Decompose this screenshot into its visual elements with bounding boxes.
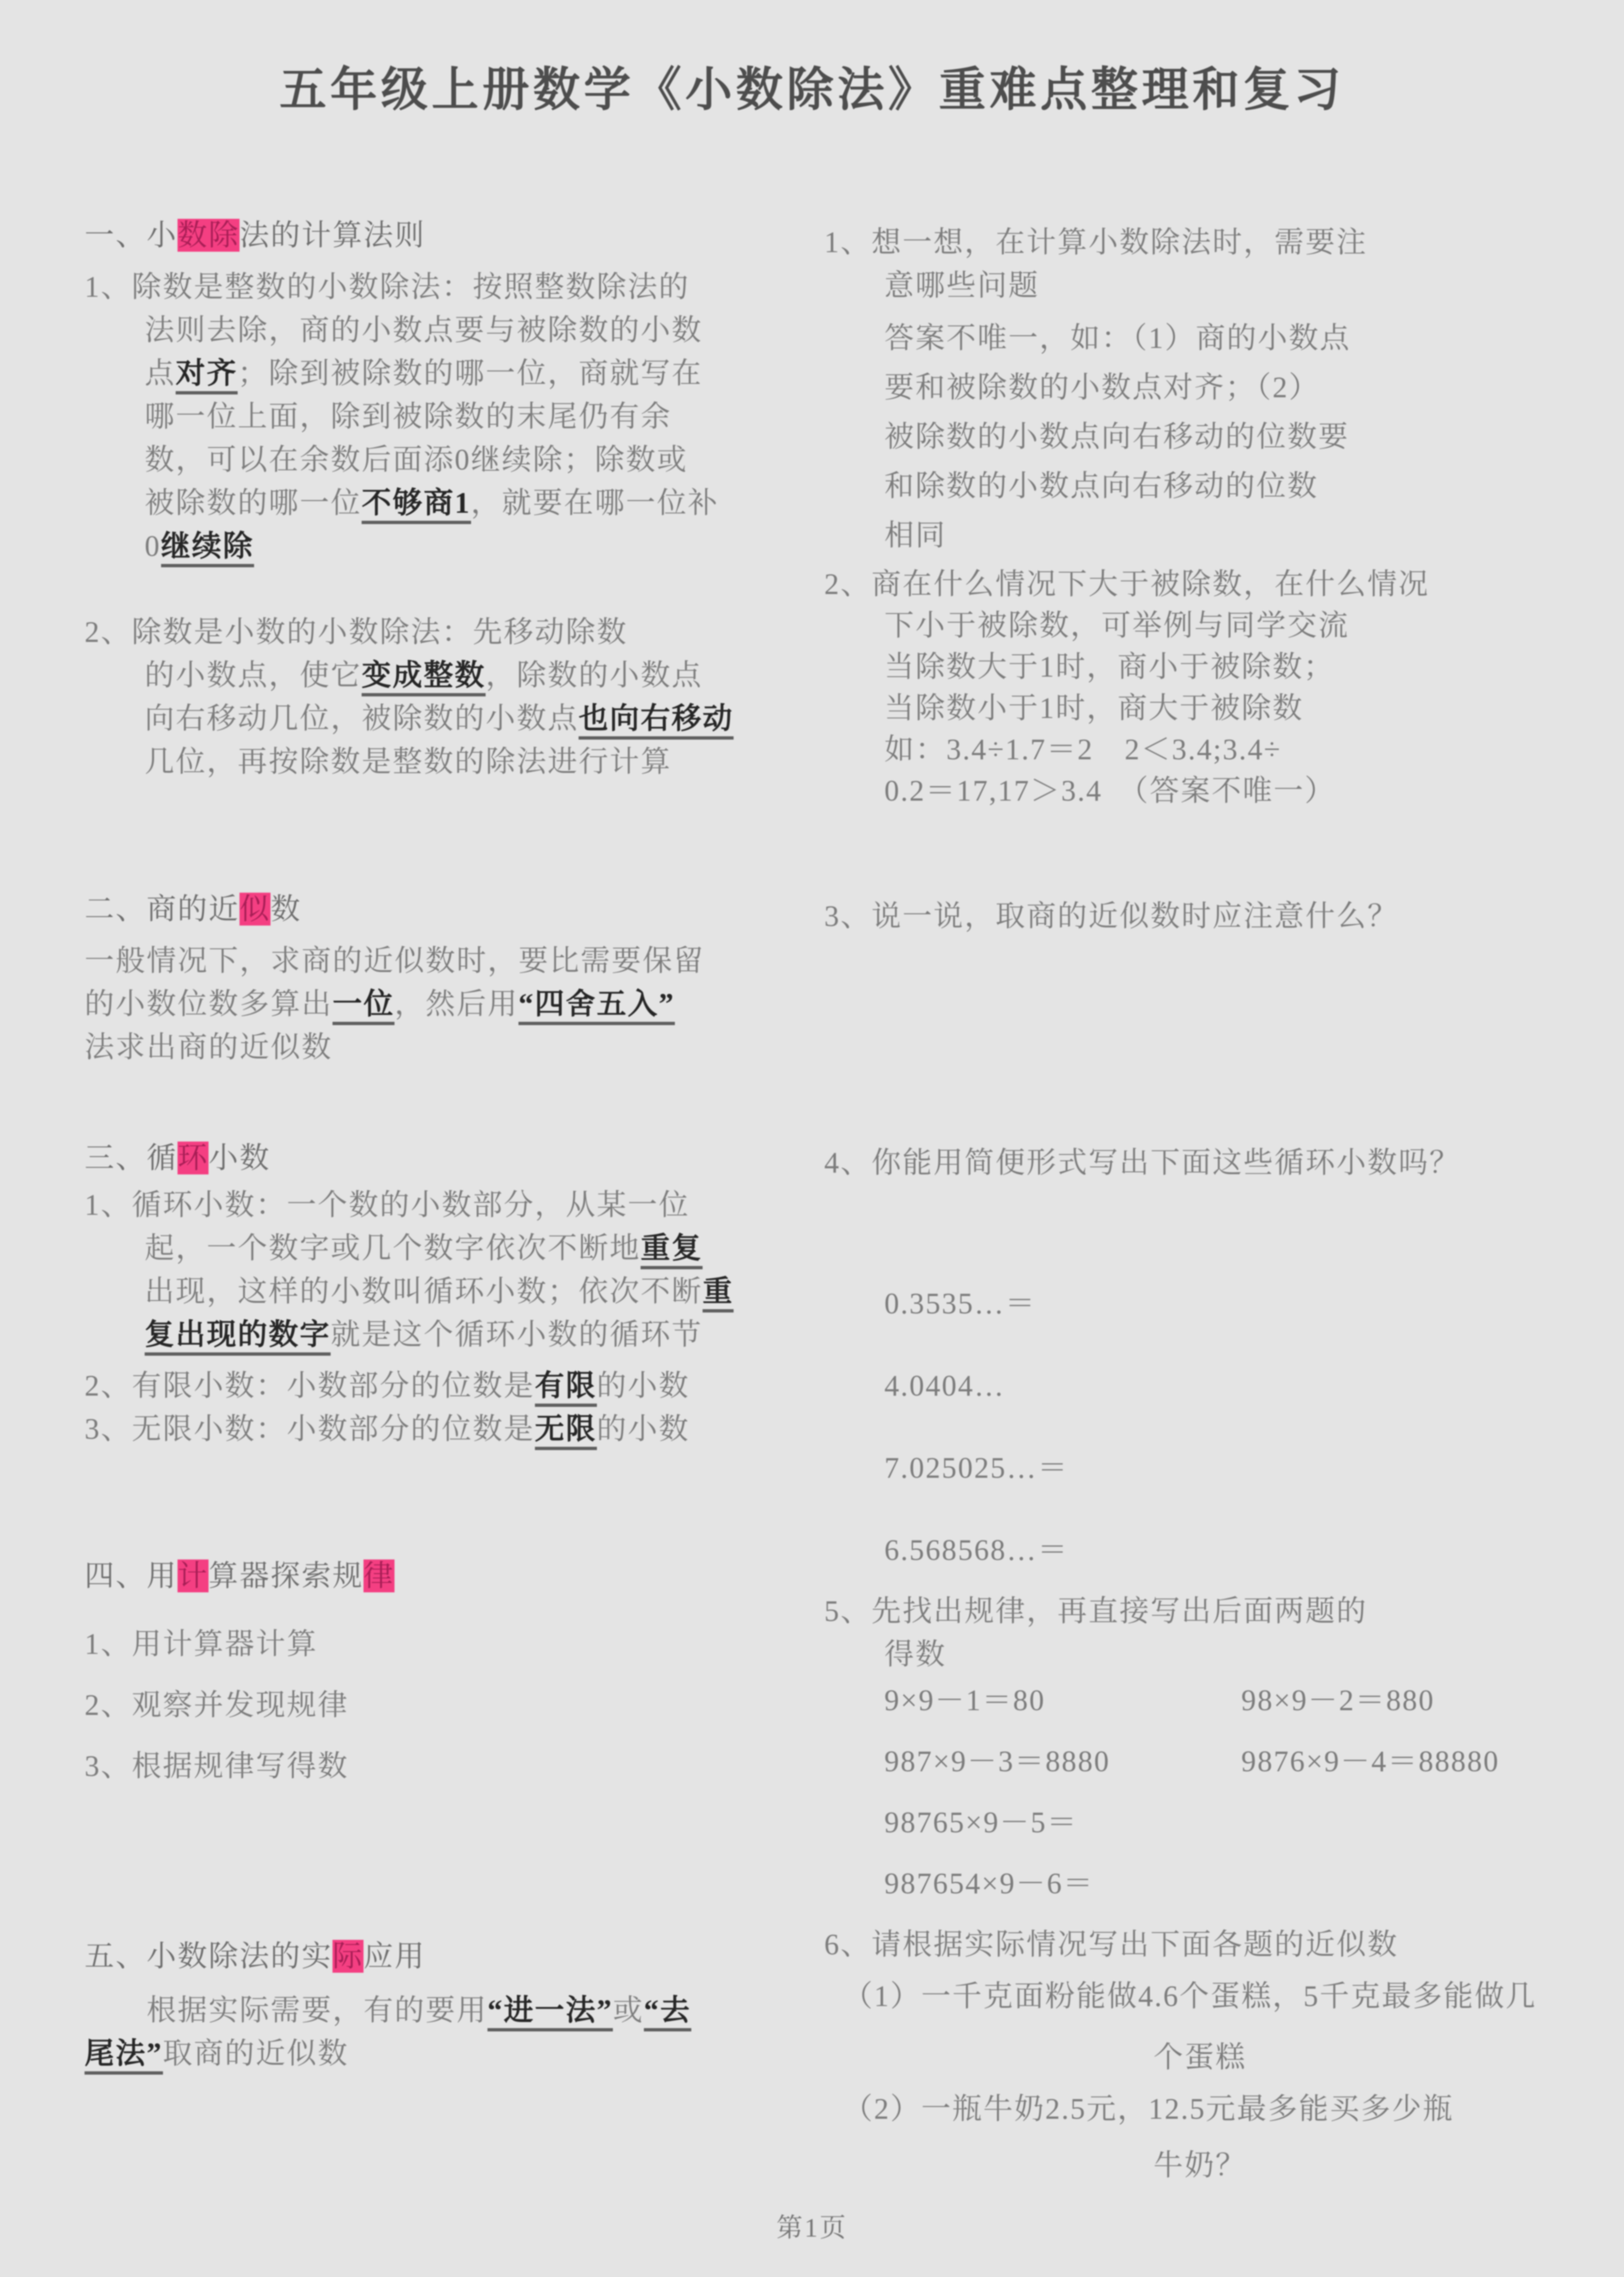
question-4: 4、你能用简便形式写出下面这些循环小数吗？ bbox=[824, 1146, 1461, 1179]
underlined-term: “进一法” bbox=[487, 1994, 613, 2031]
text-line: 的小数点，使它变成整数，除数的小数点 bbox=[85, 654, 824, 697]
text-line: 意哪些问题 bbox=[884, 269, 1039, 302]
text-line: 被除数的哪一位不够商1，就要在哪一位补 bbox=[85, 481, 824, 525]
section-heading-5: 五、小数除法的实际应用 bbox=[85, 1940, 425, 1973]
question-2 bbox=[824, 563, 1576, 811]
underlined-term: 尾法” bbox=[85, 2037, 163, 2075]
paragraph-rounding-quotient bbox=[85, 939, 824, 1069]
text-line-infinite-decimal: 3、无限小数：小数部分的位数是无限的小数 bbox=[85, 1407, 824, 1451]
text-line: 如：3.4÷1.7＝2 2＜3.4;3.4÷ bbox=[884, 733, 1282, 766]
text-line: 当除数大于1时，商小于被除数； bbox=[884, 650, 1335, 683]
text-line: 0.2＝17,17＞3.4 （答案不唯一） bbox=[884, 774, 1336, 807]
equation: 987654×9－6＝ bbox=[884, 1867, 1094, 1900]
text-line: 被除数的小数点向右移动的位数要 bbox=[884, 420, 1349, 453]
underlined-term: 重 bbox=[703, 1275, 734, 1312]
text-line: 当除数小于1时，商大于被除数 bbox=[884, 692, 1304, 725]
right-column bbox=[824, 0, 1576, 2187]
sub-question: （1）一千克面粉能做4.6个蛋糕，5千克最多能做几 bbox=[843, 1980, 1537, 2013]
text-line: 得数 bbox=[884, 1638, 946, 1671]
page-title-text: 五年级上册数学《小数除法》重难点整理和复习 bbox=[279, 64, 1345, 116]
text-line: 1、循环小数：一个数的小数部分，从某一位 bbox=[85, 1189, 690, 1221]
text-line: 1、想一想，在计算小数除法时，需要注 bbox=[824, 226, 1368, 259]
repeating-decimal-item: 4.0404… bbox=[884, 1369, 1005, 1402]
sub-question-continuation: 牛奶？ bbox=[1153, 2149, 1246, 2182]
underlined-term: 重复 bbox=[641, 1232, 703, 1269]
equation: 9876×9－4＝88880 bbox=[1241, 1745, 1500, 1778]
text-line: 5、先找出规律，再直接写出后面两题的 bbox=[824, 1595, 1368, 1628]
text-line: 和除数的小数点向右移动的位数 bbox=[884, 470, 1318, 502]
text-line: 向右移动几位，被除数的小数点也向右移动 bbox=[85, 697, 824, 740]
text-line: 复出现的数字就是这个循环小数的循环节 bbox=[85, 1313, 824, 1356]
repeating-decimal-item: 7.025025…＝ bbox=[884, 1451, 1069, 1484]
repeating-decimal-item: 6.568568…＝ bbox=[884, 1534, 1069, 1567]
question-3: 3、说一说，取商的近似数时应注意什么？ bbox=[824, 900, 1399, 933]
text-line: 下小于被除数，可举例与同学交流 bbox=[884, 609, 1349, 642]
section-heading-3: 三、循环小数 bbox=[85, 1142, 271, 1174]
underlined-term: 无限 bbox=[535, 1413, 597, 1450]
section-heading-1: 一、小数除法的计算法则 bbox=[85, 219, 425, 252]
text-line: 2、除数是小数的小数除法：先移动除数 bbox=[85, 616, 628, 648]
text-line: 要和被除数的小数点对齐；（2） bbox=[884, 371, 1320, 404]
section-heading-4: 四、用计算器探索规律 bbox=[85, 1559, 394, 1592]
page-number: 第1页 bbox=[776, 2214, 848, 2243]
pink-mark: 似 bbox=[240, 893, 271, 926]
text-line: 1、用计算器计算 bbox=[85, 1628, 318, 1660]
underlined-term: 也向右移动 bbox=[579, 702, 734, 740]
text-line: 3、根据规律写得数 bbox=[85, 1750, 349, 1783]
equation: 9×9－1＝80 bbox=[884, 1684, 1046, 1717]
equation-row bbox=[824, 1740, 1576, 1783]
underlined-term: 对齐 bbox=[176, 357, 238, 394]
equation-row bbox=[824, 1679, 1576, 1722]
equation: 98×9－2＝880 bbox=[1241, 1684, 1435, 1717]
left-column bbox=[85, 0, 824, 2075]
underlined-term: 有限 bbox=[535, 1369, 597, 1407]
underlined-term: 不够商1 bbox=[362, 486, 471, 524]
paragraph-repeating-decimal bbox=[85, 1183, 824, 1356]
text-line: 法则去除，商的小数点要与被除数的小数 bbox=[145, 314, 703, 347]
text-line: 一般情况下，求商的近似数时，要比需要保留 bbox=[85, 944, 704, 977]
pink-mark: 际 bbox=[333, 1940, 363, 1973]
equation-row bbox=[824, 1801, 1576, 1844]
pink-mark: 环 bbox=[178, 1142, 209, 1174]
question-5 bbox=[824, 1590, 1576, 1676]
repeating-decimal-item: 0.3535…＝ bbox=[884, 1287, 1036, 1320]
text-line: 根据实际需要，有的要用“进一法”或“去 bbox=[85, 1989, 824, 2032]
paragraph-practical-application bbox=[85, 1989, 824, 2075]
section-heading-2: 二、商的近似数 bbox=[85, 893, 302, 926]
underlined-term: 继续除 bbox=[161, 530, 254, 567]
paragraph-division-integer bbox=[85, 265, 824, 568]
text-line: 0继续除 bbox=[85, 525, 824, 568]
answer-1 bbox=[824, 314, 1576, 560]
text-line: 哪一位上面，除到被除数的末尾仍有余 bbox=[145, 400, 672, 433]
underlined-term: “四舍五入” bbox=[518, 988, 675, 1025]
pink-mark: 计 bbox=[178, 1559, 209, 1592]
text-line: 2、观察并发现规律 bbox=[85, 1689, 349, 1721]
pink-mark: 律 bbox=[363, 1559, 394, 1592]
text-line: 1、除数是整数的小数除法：按照整数除法的 bbox=[85, 270, 690, 303]
paragraph-division-decimal bbox=[85, 610, 824, 783]
text-line: 起，一个数字或几个数字依次不断地重复 bbox=[85, 1227, 824, 1270]
question-6: 6、请根据实际情况写出下面各题的近似数 bbox=[824, 1928, 1399, 1961]
text-line: 法求出商的近似数 bbox=[85, 1031, 333, 1064]
underlined-term: “去 bbox=[644, 1994, 691, 2031]
underlined-term: 一位 bbox=[333, 988, 394, 1025]
sub-question: （2）一瓶牛奶2.5元，12.5元最多能买多少瓶 bbox=[843, 2092, 1454, 2125]
text-line: 答案不唯一，如：（1）商的小数点 bbox=[884, 322, 1351, 355]
equation-row bbox=[824, 1862, 1576, 1905]
text-line: 相同 bbox=[884, 519, 946, 552]
underlined-term: 复出现的数字 bbox=[145, 1318, 331, 1356]
text-line: 点对齐；除到被除数的哪一位，商就写在 bbox=[85, 352, 824, 395]
text-line-finite-decimal: 2、有限小数：小数部分的位数是有限的小数 bbox=[85, 1364, 824, 1407]
text-line: 几位，再按除数是整数的除法进行计算 bbox=[145, 745, 672, 778]
text-line: 尾法”取商的近似数 bbox=[85, 2032, 824, 2075]
text-line: 的小数位数多算出一位，然后用“四舍五入” bbox=[85, 982, 824, 1026]
pink-mark: 数除 bbox=[178, 219, 240, 252]
question-1 bbox=[824, 221, 1576, 307]
text-line: 数，可以在余数后面添0继续除；除数或 bbox=[145, 443, 688, 476]
sub-question-continuation: 个蛋糕 bbox=[1153, 2041, 1246, 2074]
equation: 987×9－3＝8880 bbox=[884, 1745, 1111, 1778]
equation: 98765×9－5＝ bbox=[884, 1806, 1078, 1839]
text-line: 2、商在什么情况下大于被除数，在什么情况 bbox=[824, 568, 1430, 601]
underlined-term: 变成整数 bbox=[362, 659, 486, 696]
text-line: 出现，这样的小数叫循环小数；依次不断重 bbox=[85, 1270, 824, 1313]
